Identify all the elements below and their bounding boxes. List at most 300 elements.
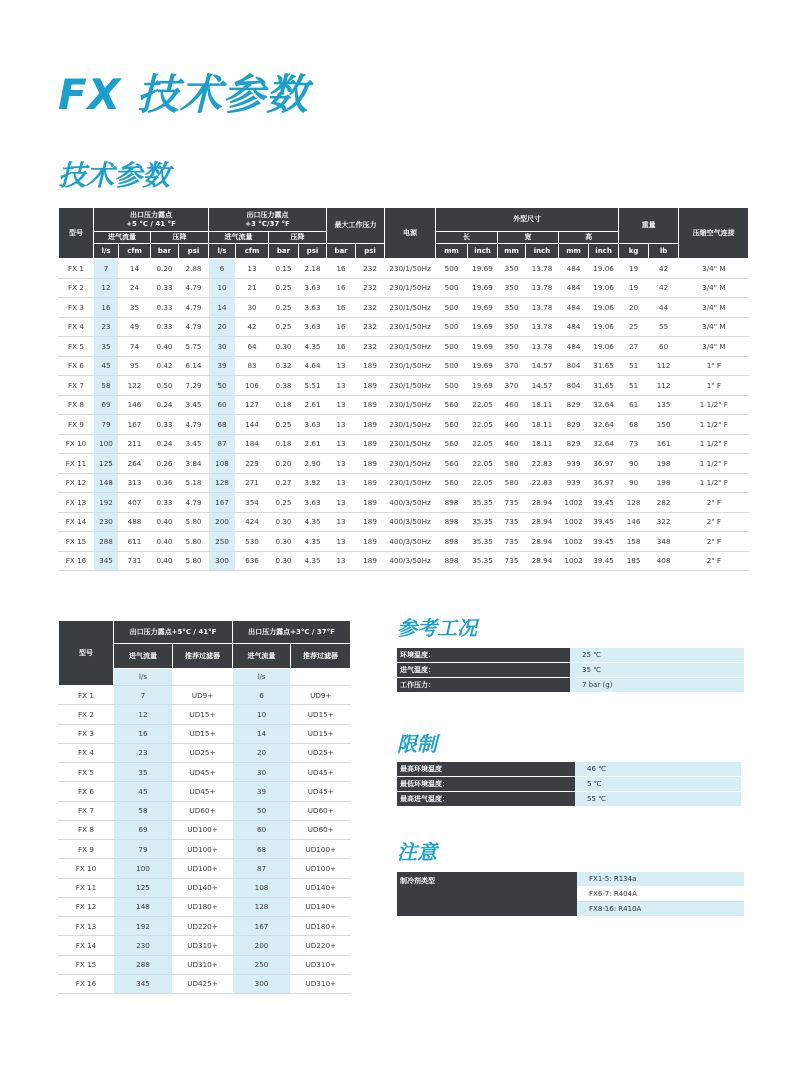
spec-cell-flow-3-cfm: 21 — [236, 278, 269, 298]
filter-cell-model: FX 3 — [59, 724, 114, 743]
filter-row — [59, 840, 351, 859]
spec-cell-maxp-psi: 189 — [356, 376, 385, 396]
spec-cell-height-inch: 19.06 — [589, 337, 619, 357]
filter-cell-filter-5: UD425+ — [173, 974, 233, 993]
spec-cell-weight-kg: 128 — [619, 493, 649, 513]
spec-cell-width-inch: 22.83 — [526, 473, 559, 493]
spec-cell-height-mm: 484 — [559, 259, 589, 279]
spec-cell-drop-5-bar: 0.26 — [151, 454, 179, 474]
spec-cell-drop-3-psi: 2.61 — [299, 395, 327, 415]
spec-cell-flow-3-cfm: 229 — [236, 454, 269, 474]
spec-cell-flow-3-ls: 87 — [209, 434, 236, 454]
spec-row — [59, 454, 749, 474]
spec-cell-width-inch: 18.11 — [526, 434, 559, 454]
filter-cell-filter-5: UD45+ — [173, 782, 233, 801]
spec-cell-width-mm: 580 — [498, 473, 526, 493]
filter-cell-filter-3: UD180+ — [291, 917, 351, 936]
filter-cell-flow-5-ls: 100 — [114, 859, 173, 878]
spec-cell-height-mm: 484 — [559, 278, 589, 298]
filter-row — [59, 763, 351, 782]
filter-cell-flow-3-ls: 167 — [233, 917, 291, 936]
spec-cell-flow-5-ls: 35 — [94, 337, 119, 357]
filter-row — [59, 936, 351, 955]
spec-cell-length-mm: 898 — [436, 493, 468, 513]
spec-cell-width-mm: 370 — [498, 356, 526, 376]
filter-cell-flow-3-ls: 250 — [233, 955, 291, 974]
spec-row — [59, 317, 749, 337]
spec-cell-weight-kg: 90 — [619, 454, 649, 474]
spec-cell-maxp-psi: 189 — [356, 395, 385, 415]
spec-cell-length-inch: 35.35 — [468, 551, 498, 571]
spec-cell-weight-lb: 42 — [649, 278, 679, 298]
spec-cell-length-mm: 500 — [436, 298, 468, 318]
spec-cell-length-mm: 560 — [436, 473, 468, 493]
spec-cell-connection: 3/4" M — [679, 278, 749, 298]
spec-cell-flow-3-ls: 200 — [209, 512, 236, 532]
spec-cell-weight-kg: 19 — [619, 259, 649, 279]
spec-cell-maxp-bar: 13 — [327, 493, 356, 513]
spec-cell-height-inch: 39.45 — [589, 512, 619, 532]
filter-cell-model: FX 1 — [59, 686, 114, 705]
spec-cell-flow-5-cfm: 313 — [119, 473, 151, 493]
spec-cell-weight-kg: 61 — [619, 395, 649, 415]
filter-row — [59, 686, 351, 705]
spec-cell-drop-3-psi: 2.18 — [299, 259, 327, 279]
spec-cell-flow-3-cfm: 271 — [236, 473, 269, 493]
spec-cell-drop-5-bar: 0.42 — [151, 356, 179, 376]
filter-cell-flow-3-ls: 108 — [233, 878, 291, 897]
header-unit-weight-kg: kg — [619, 244, 649, 259]
spec-cell-height-inch: 19.06 — [589, 278, 619, 298]
filter-cell-flow-5-ls: 345 — [114, 974, 173, 993]
filter-cell-filter-5: UD15+ — [173, 724, 233, 743]
spec-cell-weight-kg: 51 — [619, 376, 649, 396]
spec-cell-maxp-psi: 232 — [356, 278, 385, 298]
spec-cell-weight-kg: 73 — [619, 434, 649, 454]
spec-cell-height-mm: 484 — [559, 337, 589, 357]
spec-cell-weight-kg: 25 — [619, 317, 649, 337]
spec-cell-height-mm: 804 — [559, 356, 589, 376]
spec-cell-drop-5-psi: 5.80 — [179, 532, 209, 552]
filter-row — [59, 917, 351, 936]
spec-cell-flow-3-ls: 300 — [209, 551, 236, 571]
section-heading-reference: 参考工况 — [397, 616, 477, 640]
spec-cell-length-mm: 560 — [436, 434, 468, 454]
spec-cell-width-inch: 13.78 — [526, 259, 559, 279]
spec-cell-height-inch: 39.45 — [589, 532, 619, 552]
spec-cell-length-inch: 22.05 — [468, 395, 498, 415]
spec-cell-flow-3-ls: 250 — [209, 532, 236, 552]
filter-cell-filter-3: UD140+ — [291, 878, 351, 897]
spec-cell-height-mm: 484 — [559, 298, 589, 318]
filter-cell-filter-3: UD140+ — [291, 897, 351, 916]
reference-label: 进气温度： — [397, 663, 570, 678]
spec-cell-flow-3-cfm: 64 — [236, 337, 269, 357]
spec-cell-weight-kg: 158 — [619, 532, 649, 552]
spec-cell-drop-3-bar: 0.30 — [269, 512, 299, 532]
header-dewpoint-5-temp: +5 °C / 41 °F — [126, 219, 176, 228]
filter-cell-filter-3: UD60+ — [291, 820, 351, 839]
spec-cell-width-inch: 22.83 — [526, 454, 559, 474]
spec-cell-drop-5-psi: 5.80 — [179, 551, 209, 571]
spec-cell-weight-lb: 150 — [649, 415, 679, 435]
spec-cell-drop-5-psi: 3.84 — [179, 454, 209, 474]
filters-header-filter-3: 推荐过滤器 — [291, 644, 351, 669]
spec-cell-flow-5-ls: 288 — [94, 532, 119, 552]
spec-cell-model: FX 4 — [59, 317, 94, 337]
spec-cell-weight-kg: 19 — [619, 278, 649, 298]
filter-cell-filter-5: UD220+ — [173, 917, 233, 936]
reference-label: 环境温度： — [397, 648, 570, 663]
spec-cell-drop-3-bar: 0.32 — [269, 356, 299, 376]
spec-cell-weight-lb: 322 — [649, 512, 679, 532]
spec-cell-drop-5-psi: 4.79 — [179, 415, 209, 435]
spec-cell-flow-3-cfm: 13 — [236, 259, 269, 279]
spec-cell-flow-3-cfm: 424 — [236, 512, 269, 532]
header-unit-flow-5-cfm: cfm — [119, 244, 151, 259]
filter-cell-flow-5-ls: 12 — [114, 705, 173, 724]
spec-cell-model: FX 16 — [59, 551, 94, 571]
spec-cell-length-inch: 22.05 — [468, 415, 498, 435]
spec-cell-model: FX 12 — [59, 473, 94, 493]
filter-cell-filter-3: UD60+ — [291, 801, 351, 820]
filter-row — [59, 743, 351, 762]
spec-cell-weight-kg: 51 — [619, 356, 649, 376]
spec-row — [59, 493, 749, 513]
spec-cell-length-mm: 898 — [436, 512, 468, 532]
spec-cell-connection: 3/4" M — [679, 259, 749, 279]
spec-cell-drop-3-bar: 0.20 — [269, 454, 299, 474]
spec-cell-height-mm: 484 — [559, 317, 589, 337]
filter-cell-model: FX 4 — [59, 743, 114, 762]
spec-cell-connection: 3/4" M — [679, 317, 749, 337]
spec-cell-weight-lb: 198 — [649, 473, 679, 493]
spec-cell-width-mm: 735 — [498, 493, 526, 513]
spec-cell-flow-5-ls: 125 — [94, 454, 119, 474]
spec-cell-connection: 1 1/2" F — [679, 395, 749, 415]
header-dewpoint-3-title: 出口压力露点 — [246, 210, 289, 219]
spec-cell-power: 230/1/50Hz — [385, 473, 436, 493]
spec-cell-weight-kg: 68 — [619, 415, 649, 435]
header-inlet-flow-3: 进气流量 — [209, 232, 269, 244]
spec-cell-drop-3-psi: 3.63 — [299, 415, 327, 435]
spec-cell-power: 230/1/50Hz — [385, 376, 436, 396]
filter-cell-flow-5-ls: 230 — [114, 936, 173, 955]
spec-cell-model: FX 11 — [59, 454, 94, 474]
spec-cell-flow-5-ls: 345 — [94, 551, 119, 571]
reference-row — [397, 678, 744, 693]
spec-cell-height-mm: 829 — [559, 434, 589, 454]
limits-value: 46 ℃ — [575, 762, 741, 777]
spec-cell-width-mm: 350 — [498, 298, 526, 318]
filter-cell-flow-5-ls: 69 — [114, 820, 173, 839]
spec-cell-drop-5-bar: 0.33 — [151, 415, 179, 435]
header-model: 型号 — [59, 208, 94, 259]
spec-row — [59, 278, 749, 298]
spec-cell-width-mm: 460 — [498, 415, 526, 435]
spec-cell-height-inch: 32.64 — [589, 415, 619, 435]
filter-cell-flow-5-ls: 35 — [114, 763, 173, 782]
spec-cell-flow-3-ls: 108 — [209, 454, 236, 474]
spec-cell-length-inch: 35.35 — [468, 493, 498, 513]
filters-table — [58, 620, 351, 994]
spec-cell-length-mm: 500 — [436, 259, 468, 279]
spec-cell-flow-3-ls: 20 — [209, 317, 236, 337]
refrigerant-value: FX8-16: R410A — [577, 902, 744, 917]
spec-cell-drop-3-psi: 3.63 — [299, 278, 327, 298]
reference-value: 7 bar (g) — [570, 678, 744, 693]
spec-row — [59, 551, 749, 571]
filter-cell-model: FX 5 — [59, 763, 114, 782]
spec-cell-length-inch: 22.05 — [468, 454, 498, 474]
specs-table-body — [59, 259, 749, 571]
spec-cell-flow-5-ls: 79 — [94, 415, 119, 435]
section-heading-limits: 限制 — [397, 732, 437, 756]
spec-cell-maxp-bar: 13 — [327, 532, 356, 552]
spec-cell-drop-3-psi: 3.92 — [299, 473, 327, 493]
spec-cell-drop-3-psi: 3.63 — [299, 317, 327, 337]
filter-cell-filter-5: UD180+ — [173, 897, 233, 916]
spec-cell-flow-5-cfm: 49 — [119, 317, 151, 337]
spec-cell-flow-3-ls: 50 — [209, 376, 236, 396]
filter-cell-flow-5-ls: 7 — [114, 686, 173, 705]
spec-cell-drop-3-bar: 0.30 — [269, 337, 299, 357]
filter-row — [59, 859, 351, 878]
spec-cell-drop-3-bar: 0.25 — [269, 298, 299, 318]
limits-label: 最高环境温度 — [397, 762, 575, 777]
spec-cell-width-inch: 28.94 — [526, 551, 559, 571]
spec-cell-drop-5-psi: 4.79 — [179, 493, 209, 513]
spec-cell-height-mm: 1002 — [559, 493, 589, 513]
spec-cell-drop-3-bar: 0.25 — [269, 493, 299, 513]
filter-cell-filter-3: UD45+ — [291, 763, 351, 782]
spec-cell-drop-5-psi: 4.79 — [179, 317, 209, 337]
filter-cell-flow-3-ls: 30 — [233, 763, 291, 782]
header-dewpoint-5-title: 出口压力露点 — [130, 210, 172, 219]
header-unit-drop-3-psi: psi — [299, 244, 327, 259]
spec-cell-length-mm: 560 — [436, 395, 468, 415]
spec-cell-maxp-bar: 16 — [327, 278, 356, 298]
filter-cell-model: FX 9 — [59, 840, 114, 859]
filter-row — [59, 820, 351, 839]
filter-cell-flow-5-ls: 58 — [114, 801, 173, 820]
filters-header-dewpoint-5: 出口压力露点+5°C / 41°F — [114, 621, 233, 644]
header-dewpoint-3 — [209, 208, 327, 232]
section-heading-specs: 技术参数 — [58, 159, 171, 192]
spec-cell-drop-5-bar: 0.20 — [151, 259, 179, 279]
header-unit-flow-5-ls: l/s — [94, 244, 119, 259]
filter-row — [59, 724, 351, 743]
spec-cell-maxp-bar: 13 — [327, 395, 356, 415]
filter-row — [59, 801, 351, 820]
filter-cell-flow-5-ls: 125 — [114, 878, 173, 897]
spec-cell-drop-5-bar: 0.40 — [151, 512, 179, 532]
spec-cell-flow-5-cfm: 488 — [119, 512, 151, 532]
specs-table — [58, 207, 749, 571]
spec-cell-flow-3-cfm: 354 — [236, 493, 269, 513]
spec-cell-flow-5-cfm: 24 — [119, 278, 151, 298]
spec-cell-drop-5-bar: 0.40 — [151, 551, 179, 571]
spec-cell-flow-5-cfm: 407 — [119, 493, 151, 513]
reference-row — [397, 648, 744, 663]
spec-cell-connection: 1 1/2" F — [679, 434, 749, 454]
spec-cell-power: 400/3/50Hz — [385, 551, 436, 571]
filter-cell-filter-3: UD220+ — [291, 936, 351, 955]
header-width: 宽 — [498, 232, 559, 244]
spec-cell-length-inch: 35.35 — [468, 532, 498, 552]
filter-cell-model: FX 8 — [59, 820, 114, 839]
spec-cell-flow-3-cfm: 83 — [236, 356, 269, 376]
spec-cell-height-mm: 1002 — [559, 512, 589, 532]
spec-cell-length-inch: 35.35 — [468, 512, 498, 532]
spec-cell-length-mm: 560 — [436, 415, 468, 435]
spec-cell-flow-5-ls: 230 — [94, 512, 119, 532]
filter-cell-flow-5-ls: 148 — [114, 897, 173, 916]
limits-value: 55 ℃ — [575, 792, 741, 807]
spec-cell-flow-3-ls: 39 — [209, 356, 236, 376]
spec-cell-drop-5-bar: 0.36 — [151, 473, 179, 493]
spec-cell-drop-5-bar: 0.33 — [151, 317, 179, 337]
spec-cell-drop-3-bar: 0.15 — [269, 259, 299, 279]
spec-cell-length-mm: 898 — [436, 532, 468, 552]
filter-cell-filter-5: UD60+ — [173, 801, 233, 820]
spec-cell-flow-3-cfm: 636 — [236, 551, 269, 571]
spec-cell-drop-3-psi: 2.90 — [299, 454, 327, 474]
spec-cell-length-inch: 19.69 — [468, 376, 498, 396]
spec-cell-width-inch: 28.94 — [526, 512, 559, 532]
spec-cell-length-inch: 19.69 — [468, 259, 498, 279]
header-unit-flow-3-cfm: cfm — [236, 244, 269, 259]
spec-cell-flow-3-cfm: 106 — [236, 376, 269, 396]
spec-cell-drop-5-psi: 5.80 — [179, 512, 209, 532]
spec-cell-connection: 2" F — [679, 512, 749, 532]
spec-cell-weight-kg: 185 — [619, 551, 649, 571]
filter-cell-filter-5: UD9+ — [173, 686, 233, 705]
spec-cell-power: 400/3/50Hz — [385, 532, 436, 552]
filter-cell-flow-5-ls: 45 — [114, 782, 173, 801]
spec-cell-maxp-bar: 13 — [327, 434, 356, 454]
filter-cell-flow-5-ls: 288 — [114, 955, 173, 974]
reference-value: 35 ℃ — [570, 663, 744, 678]
spec-cell-height-inch: 39.45 — [589, 551, 619, 571]
header-unit-height-inch: inch — [589, 244, 619, 259]
spec-cell-weight-lb: 60 — [649, 337, 679, 357]
spec-cell-drop-3-bar: 0.30 — [269, 551, 299, 571]
spec-cell-drop-5-psi: 5.18 — [179, 473, 209, 493]
filter-cell-model: FX 2 — [59, 705, 114, 724]
spec-cell-drop-5-bar: 0.24 — [151, 395, 179, 415]
spec-cell-flow-5-ls: 192 — [94, 493, 119, 513]
spec-row — [59, 532, 749, 552]
spec-cell-length-mm: 500 — [436, 356, 468, 376]
filter-cell-model: FX 15 — [59, 955, 114, 974]
spec-cell-width-mm: 350 — [498, 259, 526, 279]
spec-cell-maxp-psi: 232 — [356, 259, 385, 279]
spec-cell-connection: 1" F — [679, 376, 749, 396]
spec-cell-weight-kg: 20 — [619, 298, 649, 318]
filter-cell-filter-3: UD15+ — [291, 724, 351, 743]
spec-cell-drop-5-psi: 2.88 — [179, 259, 209, 279]
spec-cell-maxp-psi: 189 — [356, 551, 385, 571]
filters-header-dewpoint-3: 出口压力露点+3°C / 37°F — [233, 621, 351, 644]
spec-cell-power: 230/1/50Hz — [385, 298, 436, 318]
spec-cell-width-inch: 18.11 — [526, 415, 559, 435]
filter-cell-model: FX 13 — [59, 917, 114, 936]
filter-cell-flow-3-ls: 60 — [233, 820, 291, 839]
header-pressure-drop-3: 压降 — [269, 232, 327, 244]
spec-cell-flow-5-cfm: 167 — [119, 415, 151, 435]
header-unit-weight-lb: lb — [649, 244, 679, 259]
filter-row — [59, 705, 351, 724]
spec-cell-model: FX 10 — [59, 434, 94, 454]
filter-cell-filter-5: UD310+ — [173, 955, 233, 974]
spec-cell-drop-5-psi: 4.79 — [179, 278, 209, 298]
refrigerant-label: 制冷剂类型 — [397, 872, 577, 917]
spec-cell-maxp-bar: 13 — [327, 454, 356, 474]
spec-cell-width-inch: 14.57 — [526, 376, 559, 396]
refrigerant-value: FX6-7: R404A — [577, 887, 744, 902]
spec-cell-drop-5-psi: 3.45 — [179, 395, 209, 415]
spec-cell-flow-3-cfm: 127 — [236, 395, 269, 415]
spec-cell-drop-5-psi: 6.14 — [179, 356, 209, 376]
spec-cell-flow-3-cfm: 184 — [236, 434, 269, 454]
filter-cell-filter-3: UD100+ — [291, 859, 351, 878]
spec-cell-length-inch: 19.69 — [468, 278, 498, 298]
spec-cell-width-mm: 735 — [498, 532, 526, 552]
spec-row — [59, 337, 749, 357]
filters-table-body — [59, 686, 351, 994]
spec-cell-weight-lb: 112 — [649, 376, 679, 396]
spec-cell-drop-3-psi: 4.64 — [299, 356, 327, 376]
spec-cell-maxp-psi: 189 — [356, 493, 385, 513]
spec-cell-flow-3-ls: 10 — [209, 278, 236, 298]
spec-cell-width-mm: 350 — [498, 278, 526, 298]
spec-cell-flow-5-cfm: 211 — [119, 434, 151, 454]
filter-cell-flow-3-ls: 50 — [233, 801, 291, 820]
spec-cell-height-inch: 39.45 — [589, 493, 619, 513]
spec-cell-length-inch: 19.69 — [468, 317, 498, 337]
spec-cell-length-mm: 500 — [436, 317, 468, 337]
spec-cell-flow-5-cfm: 14 — [119, 259, 151, 279]
spec-cell-height-mm: 804 — [559, 376, 589, 396]
spec-cell-flow-5-cfm: 74 — [119, 337, 151, 357]
spec-cell-model: FX 2 — [59, 278, 94, 298]
spec-cell-drop-3-psi: 3.63 — [299, 493, 327, 513]
filter-cell-filter-5: UD25+ — [173, 743, 233, 762]
spec-cell-maxp-psi: 232 — [356, 298, 385, 318]
spec-cell-maxp-bar: 13 — [327, 376, 356, 396]
spec-cell-length-mm: 500 — [436, 278, 468, 298]
spec-cell-maxp-bar: 13 — [327, 551, 356, 571]
filters-header-filter-5: 推荐过滤器 — [173, 644, 233, 669]
limits-table — [397, 762, 741, 807]
header-power: 电源 — [385, 208, 436, 259]
filter-cell-filter-3: UD9+ — [291, 686, 351, 705]
notes-table — [397, 872, 744, 917]
spec-cell-height-mm: 1002 — [559, 532, 589, 552]
spec-cell-flow-5-cfm: 95 — [119, 356, 151, 376]
spec-cell-connection: 1 1/2" F — [679, 415, 749, 435]
spec-cell-drop-3-psi: 3.63 — [299, 298, 327, 318]
filter-cell-flow-5-ls: 16 — [114, 724, 173, 743]
filter-cell-filter-3: UD100+ — [291, 840, 351, 859]
spec-cell-drop-3-psi: 4.35 — [299, 337, 327, 357]
filter-cell-model: FX 12 — [59, 897, 114, 916]
filter-cell-filter-3: UD15+ — [291, 705, 351, 724]
spec-cell-drop-3-psi: 2.61 — [299, 434, 327, 454]
spec-cell-model: FX 15 — [59, 532, 94, 552]
spec-row — [59, 356, 749, 376]
